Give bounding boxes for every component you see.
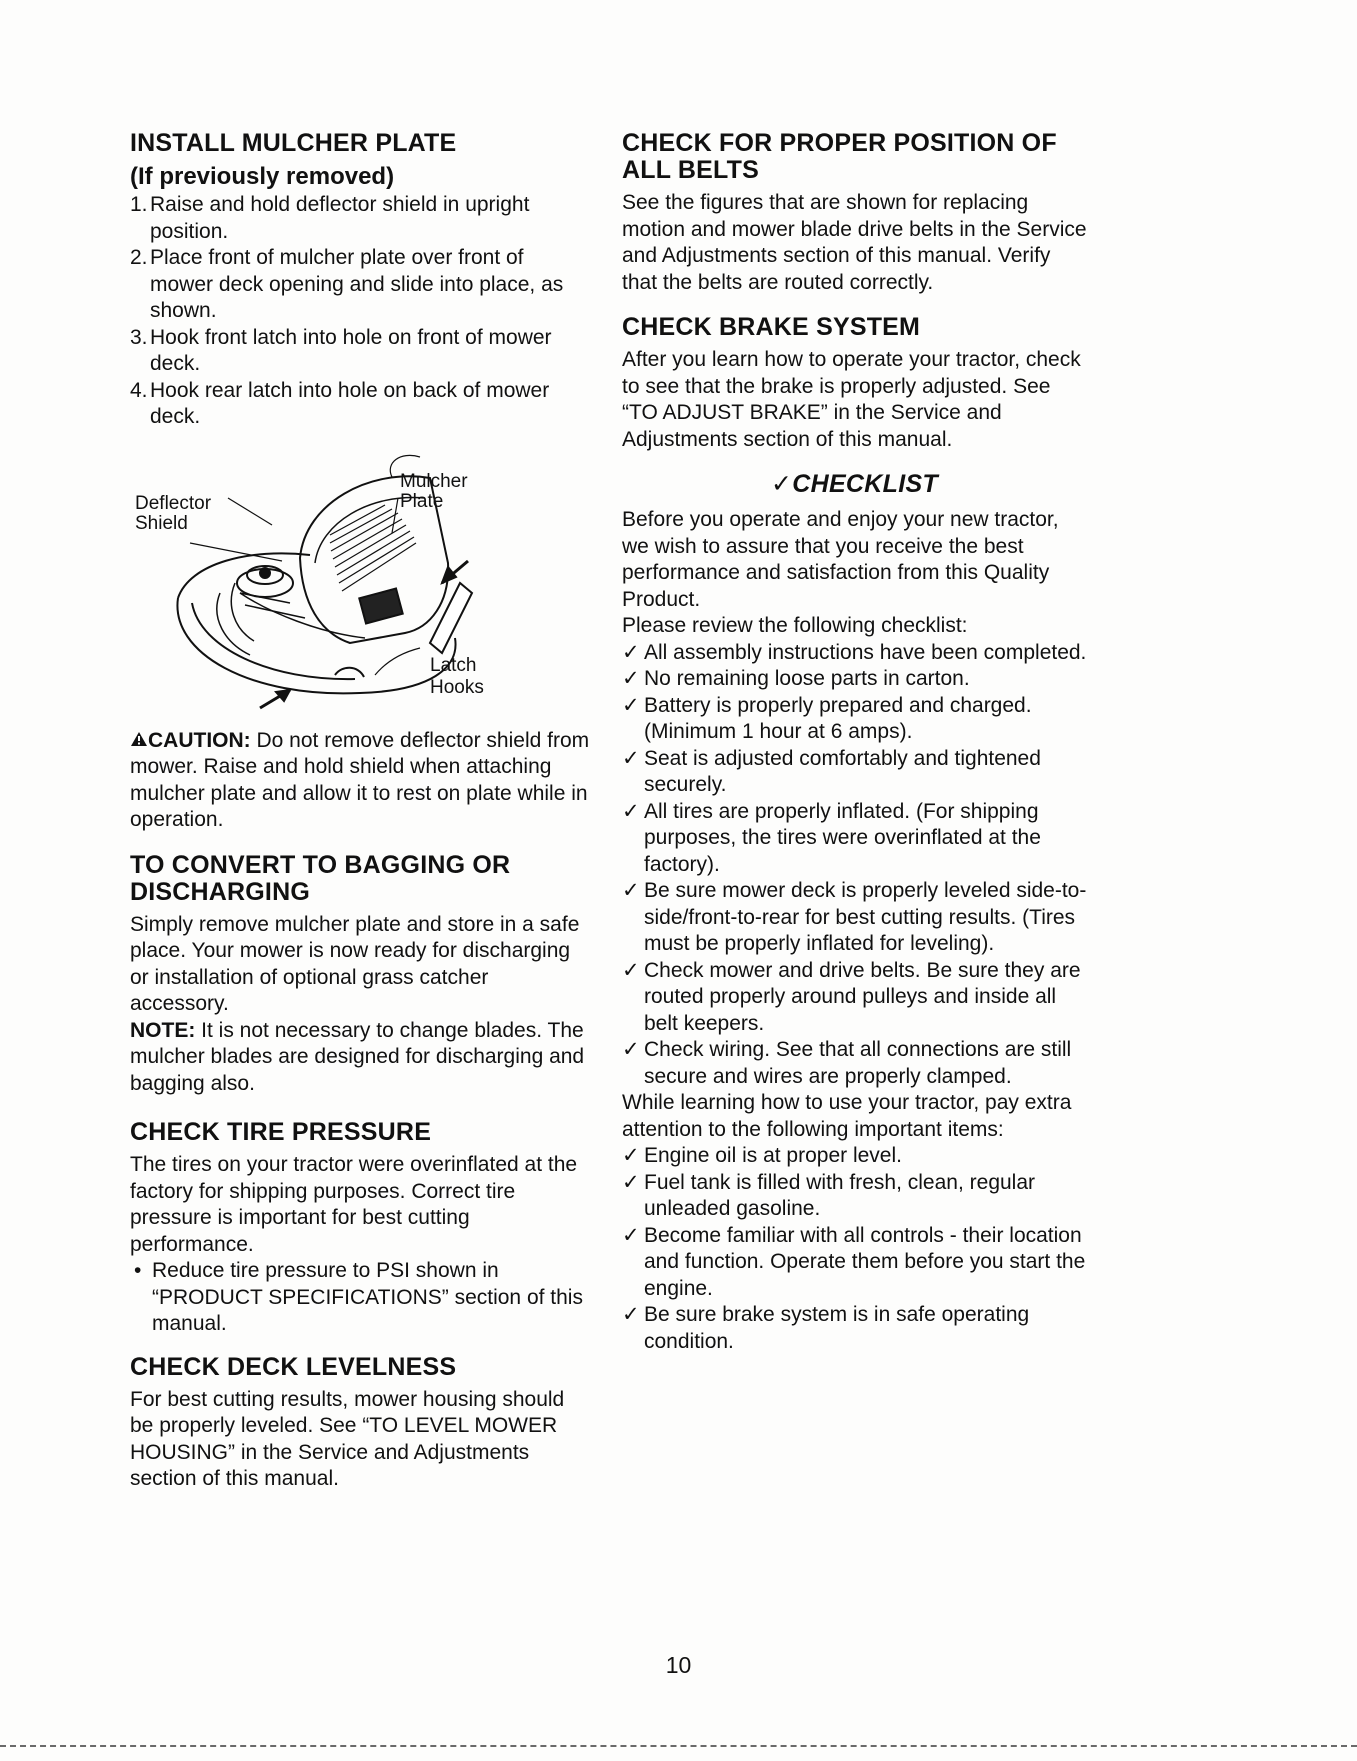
checklist-prompt: Please review the following checklist: [622,614,968,637]
important-item [622,1302,1087,1355]
step-text: Raise and hold deflector shield in upright position. [150,193,530,243]
deck-levelness-section [130,1354,590,1493]
brake-section [622,314,1087,453]
checkmark-icon: ✓ [622,1144,640,1167]
checkmark-icon: ✓ [622,693,640,717]
checklist-heading: ✓CHECKLIST [770,470,938,498]
checkmark-icon: ✓ [622,667,640,690]
tire-pressure-bullets [130,1258,590,1338]
install-mulcher-section [130,130,590,834]
latch-hooks-label-line2: Hooks [430,676,484,698]
checkmark-icon: ✓ [622,799,640,823]
note-label: NOTE: [130,1018,196,1042]
convert-heading: TO CONVERT TO BAGGING OR DISCHARGING [130,850,511,906]
checklist-while-text: While learning how to use your tractor, pay extra attention to the following important items: [622,1091,1072,1141]
step-number: 2. [130,246,148,269]
important-items [622,1143,1087,1355]
checklist-item [622,878,1087,958]
convert-note [130,1018,590,1098]
deck-rim [177,598,455,693]
checklist-item [622,1037,1087,1090]
checklist-item-text: All tires are properly inflated. (For shipping purposes, the tires were overinflated at the factory). [644,799,1041,876]
page-number: 10 [665,1652,692,1678]
caution-text: Do not remove deflector shield from mower. Raise and hold shield when attaching mulcher plate and allow it to rest on plate while in operation. [130,728,590,831]
deflector-label-line1: Deflector [135,492,212,514]
important-item [622,1170,1087,1223]
checklist-item [622,958,1087,1038]
mulcher-plate-illustration [130,443,590,718]
belts-section [622,130,1087,296]
tire-pressure-bullet [130,1258,590,1338]
checkmark-icon: ✓ [622,1170,640,1194]
important-item-text: Be sure brake system is in safe operating condition. [644,1303,1030,1353]
checklist-item [622,666,1087,693]
deck-levelness-heading: CHECK DECK LEVELNESS [130,1352,457,1381]
checkmark-icon: ✓ [622,958,640,982]
checklist-item [622,693,1087,746]
checklist-item-text: Seat is adjusted comfortably and tightened securely. [644,746,1041,796]
mulcher-step [130,192,590,245]
brake-heading: CHECK BRAKE SYSTEM [622,313,921,341]
bullet-dot: • [134,1259,142,1282]
belts-body: See the figures that are shown for replacing motion and mower blade drive belts in the Service and Adjustments section of this manual. Verify that the belts are routed correctly. [622,191,1087,294]
checklist-item [622,640,1087,667]
tire-pressure-section [130,1119,590,1338]
checklist-items [622,640,1087,1091]
mulcher-step [130,378,590,431]
important-item-text: Become familiar with all controls - their location and function. Operate them before you start the engine. [644,1223,1086,1300]
mulcher-step [130,325,590,378]
mulcher-plate-label-line2: Plate [400,490,444,512]
left-column [130,130,590,1507]
convert-section [130,852,590,1098]
checklist-item [622,799,1087,879]
mulcher-step [130,245,590,325]
step-number: 1. [130,193,148,216]
checklist-item-text: Check mower and drive belts. Be sure they are routed properly around pulleys and inside all belt keepers. [644,958,1081,1035]
checklist-intro: Before you operate and enjoy your new tractor, we wish to assure that you receive the best performance and satisfaction from this Quality Product. [622,508,1059,611]
checkmark-icon: ✓ [622,1038,640,1061]
step-text: Place front of mulcher plate over front of mower deck opening and slide into place, as shown. [150,246,564,322]
scan-edge-rule [0,1745,1357,1748]
warning-triangle-icon [130,728,148,755]
brake-body: After you learn how to operate your tractor, check to see that the brake is properly adjusted. See “TO ADJUST BRAKE” in the Service and Adjustments section of this manual. [622,348,1081,451]
step-number: 4. [130,378,148,402]
important-item [622,1143,1087,1170]
caution-paragraph [130,728,590,834]
deck-levelness-body: For best cutting results, mower housing should be properly leveled. See “TO LEVEL MOWER HOUSING” in the Service and Adjustments section of this manual. [130,1387,565,1490]
belts-heading: CHECK FOR PROPER POSITION OF ALL BELTS [622,129,1057,184]
tire-pressure-heading: CHECK TIRE PRESSURE [130,1118,432,1146]
checklist-item-text: No remaining loose parts in carton. [644,667,970,690]
mulcher-plate-label-line1: Mulcher [400,470,468,492]
checkmark-icon: ✓ [622,746,640,770]
install-mulcher-heading: INSTALL MULCHER PLATE [130,129,457,157]
latch-hooks-label-line1: Latch [430,654,477,676]
checkmark-icon: ✓ [622,640,640,664]
checkmark-icon: ✓ [622,1303,640,1326]
checklist-section [622,469,1087,1355]
right-column [622,130,1087,1369]
mower-deck-drawing [130,443,590,718]
bullet-text: Reduce tire pressure to PSI shown in “PRODUCT SPECIFICATIONS” section of this manual. [152,1259,583,1335]
deflector-label-line2: Shield [135,512,188,534]
caution-label: CAUTION: [148,728,251,752]
convert-body: Simply remove mulcher plate and store in a safe place. Your mower is now ready for discharging or installation of optional grass catcher accessory. [130,912,580,1015]
install-mulcher-subheading: (If previously removed) [130,163,395,190]
step-text: Hook front latch into hole on front of mower deck. [150,325,552,375]
checklist-item-text: Be sure mower deck is properly leveled side-to-side/front-to-rear for best cutting results. (Tires must be properly inflated for leveling). [644,879,1087,955]
important-item-text: Fuel tank is filled with fresh, clean, regular unleaded gasoline. [644,1170,1036,1220]
important-item [622,1223,1087,1303]
important-item-text: Engine oil is at proper level. [644,1144,902,1167]
step-number: 3. [130,325,148,349]
checklist-item-text: All assembly instructions have been completed. [644,640,1087,664]
checklist-item-text: Check wiring. See that all connections are still secure and wires are properly clamped. [644,1038,1072,1088]
tire-pressure-body: The tires on your tractor were overinflated at the factory for shipping purposes. Correct tire pressure is important for best cutting performance. [130,1153,578,1256]
checklist-item [622,746,1087,799]
step-text: Hook rear latch into hole on back of mower deck. [150,378,550,428]
checkmark-icon: ✓ [622,879,640,902]
checkmark-icon: ✓ [622,1223,640,1247]
checklist-item-text: Battery is properly prepared and charged. (Minimum 1 hour at 6 amps). [644,693,1032,743]
note-text: It is not necessary to change blades. The mulcher blades are designed for discharging and bagging also. [130,1018,585,1095]
mulcher-steps-list [130,192,590,431]
